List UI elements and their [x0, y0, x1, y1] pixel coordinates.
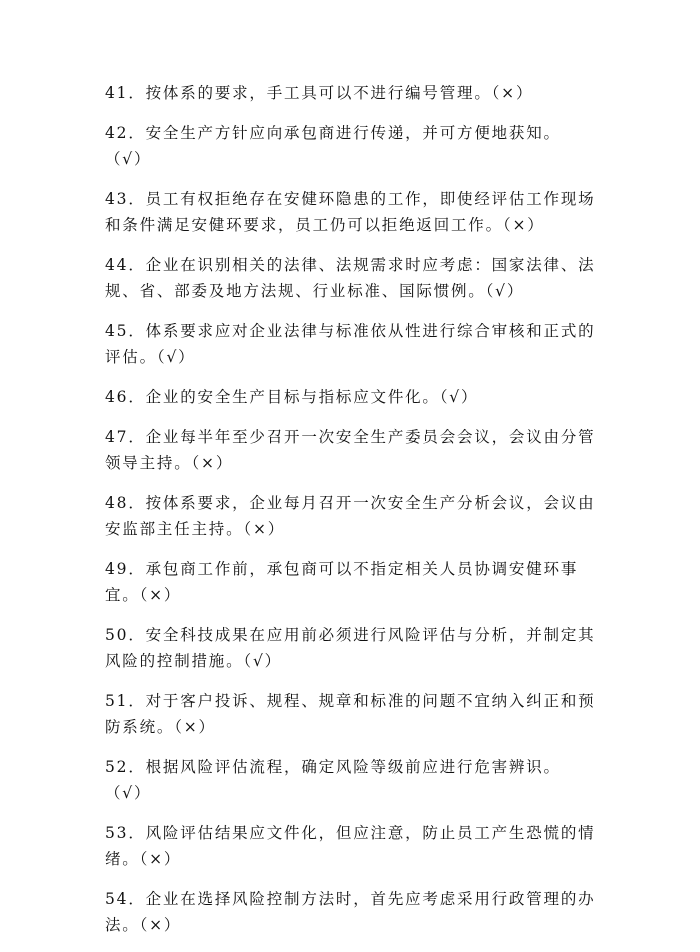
question-text-line: 宜。（×）	[105, 586, 182, 604]
question-text-line: 49．承包商工作前，承包商可以不指定相关人员协调安健环事	[105, 560, 579, 578]
question-text-line: 50．安全科技成果在应用前必须进行风险评估与分析，并制定其	[105, 626, 596, 644]
question-text-line: 规、省、部委及地方法规、行业标准、国际惯例。（√）	[105, 282, 525, 300]
question-text-line: 53．风险评估结果应文件化，但应注意，防止员工产生恐慌的情	[105, 824, 596, 842]
question-text-line: 42．安全生产方针应向承包商进行传递，并可方便地获知。	[105, 124, 561, 142]
question-text-line: 45．体系要求应对企业法律与标准依从性进行综合审核和正式的	[105, 322, 596, 340]
question-text-line: 46．企业的安全生产目标与指标应文件化。（√）	[105, 388, 479, 406]
question-item	[105, 318, 595, 370]
question-item	[105, 384, 595, 410]
question-text-line: 和条件满足安健环要求，员工仍可以拒绝返回工作。（×）	[105, 216, 545, 234]
question-item	[105, 886, 595, 938]
question-list	[105, 80, 595, 938]
question-item	[105, 252, 595, 304]
question-text-line: 43．员工有权拒绝存在安健环隐患的工作，即使经评估工作现场	[105, 190, 596, 208]
document-page	[105, 80, 595, 952]
question-text-line: 安监部主任主持。（×）	[105, 520, 286, 538]
question-text-line: 47．企业每半年至少召开一次安全生产委员会会议，会议由分管	[105, 428, 596, 446]
question-item	[105, 688, 595, 740]
question-item	[105, 556, 595, 608]
question-text-line: 52．根据风险评估流程，确定风险等级前应进行危害辨识。	[105, 758, 561, 776]
question-item	[105, 820, 595, 872]
question-item	[105, 120, 595, 172]
question-item	[105, 490, 595, 542]
question-text-line: （√）	[105, 784, 152, 802]
question-text-line: 法。（×）	[105, 916, 182, 934]
question-text-line: 评估。（√）	[105, 348, 196, 366]
question-text-line: 44．企业在识别相关的法律、法规需求时应考虑：国家法律、法	[105, 256, 596, 274]
question-item	[105, 424, 595, 476]
question-text-line: 领导主持。（×）	[105, 454, 234, 472]
question-text-line: 51．对于客户投诉、规程、规章和标准的问题不宜纳入纠正和预	[105, 692, 596, 710]
question-item	[105, 80, 595, 106]
question-text-line: 48．按体系要求，企业每月召开一次安全生产分析会议，会议由	[105, 494, 596, 512]
question-text-line: 54．企业在选择风险控制方法时，首先应考虑采用行政管理的办	[105, 890, 596, 908]
question-text-line: 绪。（×）	[105, 850, 182, 868]
question-text-line: （√）	[105, 150, 152, 168]
question-item	[105, 622, 595, 674]
question-text-line: 风险的控制措施。（√）	[105, 652, 282, 670]
question-item	[105, 754, 595, 806]
question-item	[105, 186, 595, 238]
question-text-line: 41．按体系的要求，手工具可以不进行编号管理。（×）	[105, 84, 534, 102]
question-text-line: 防系统。（×）	[105, 718, 216, 736]
